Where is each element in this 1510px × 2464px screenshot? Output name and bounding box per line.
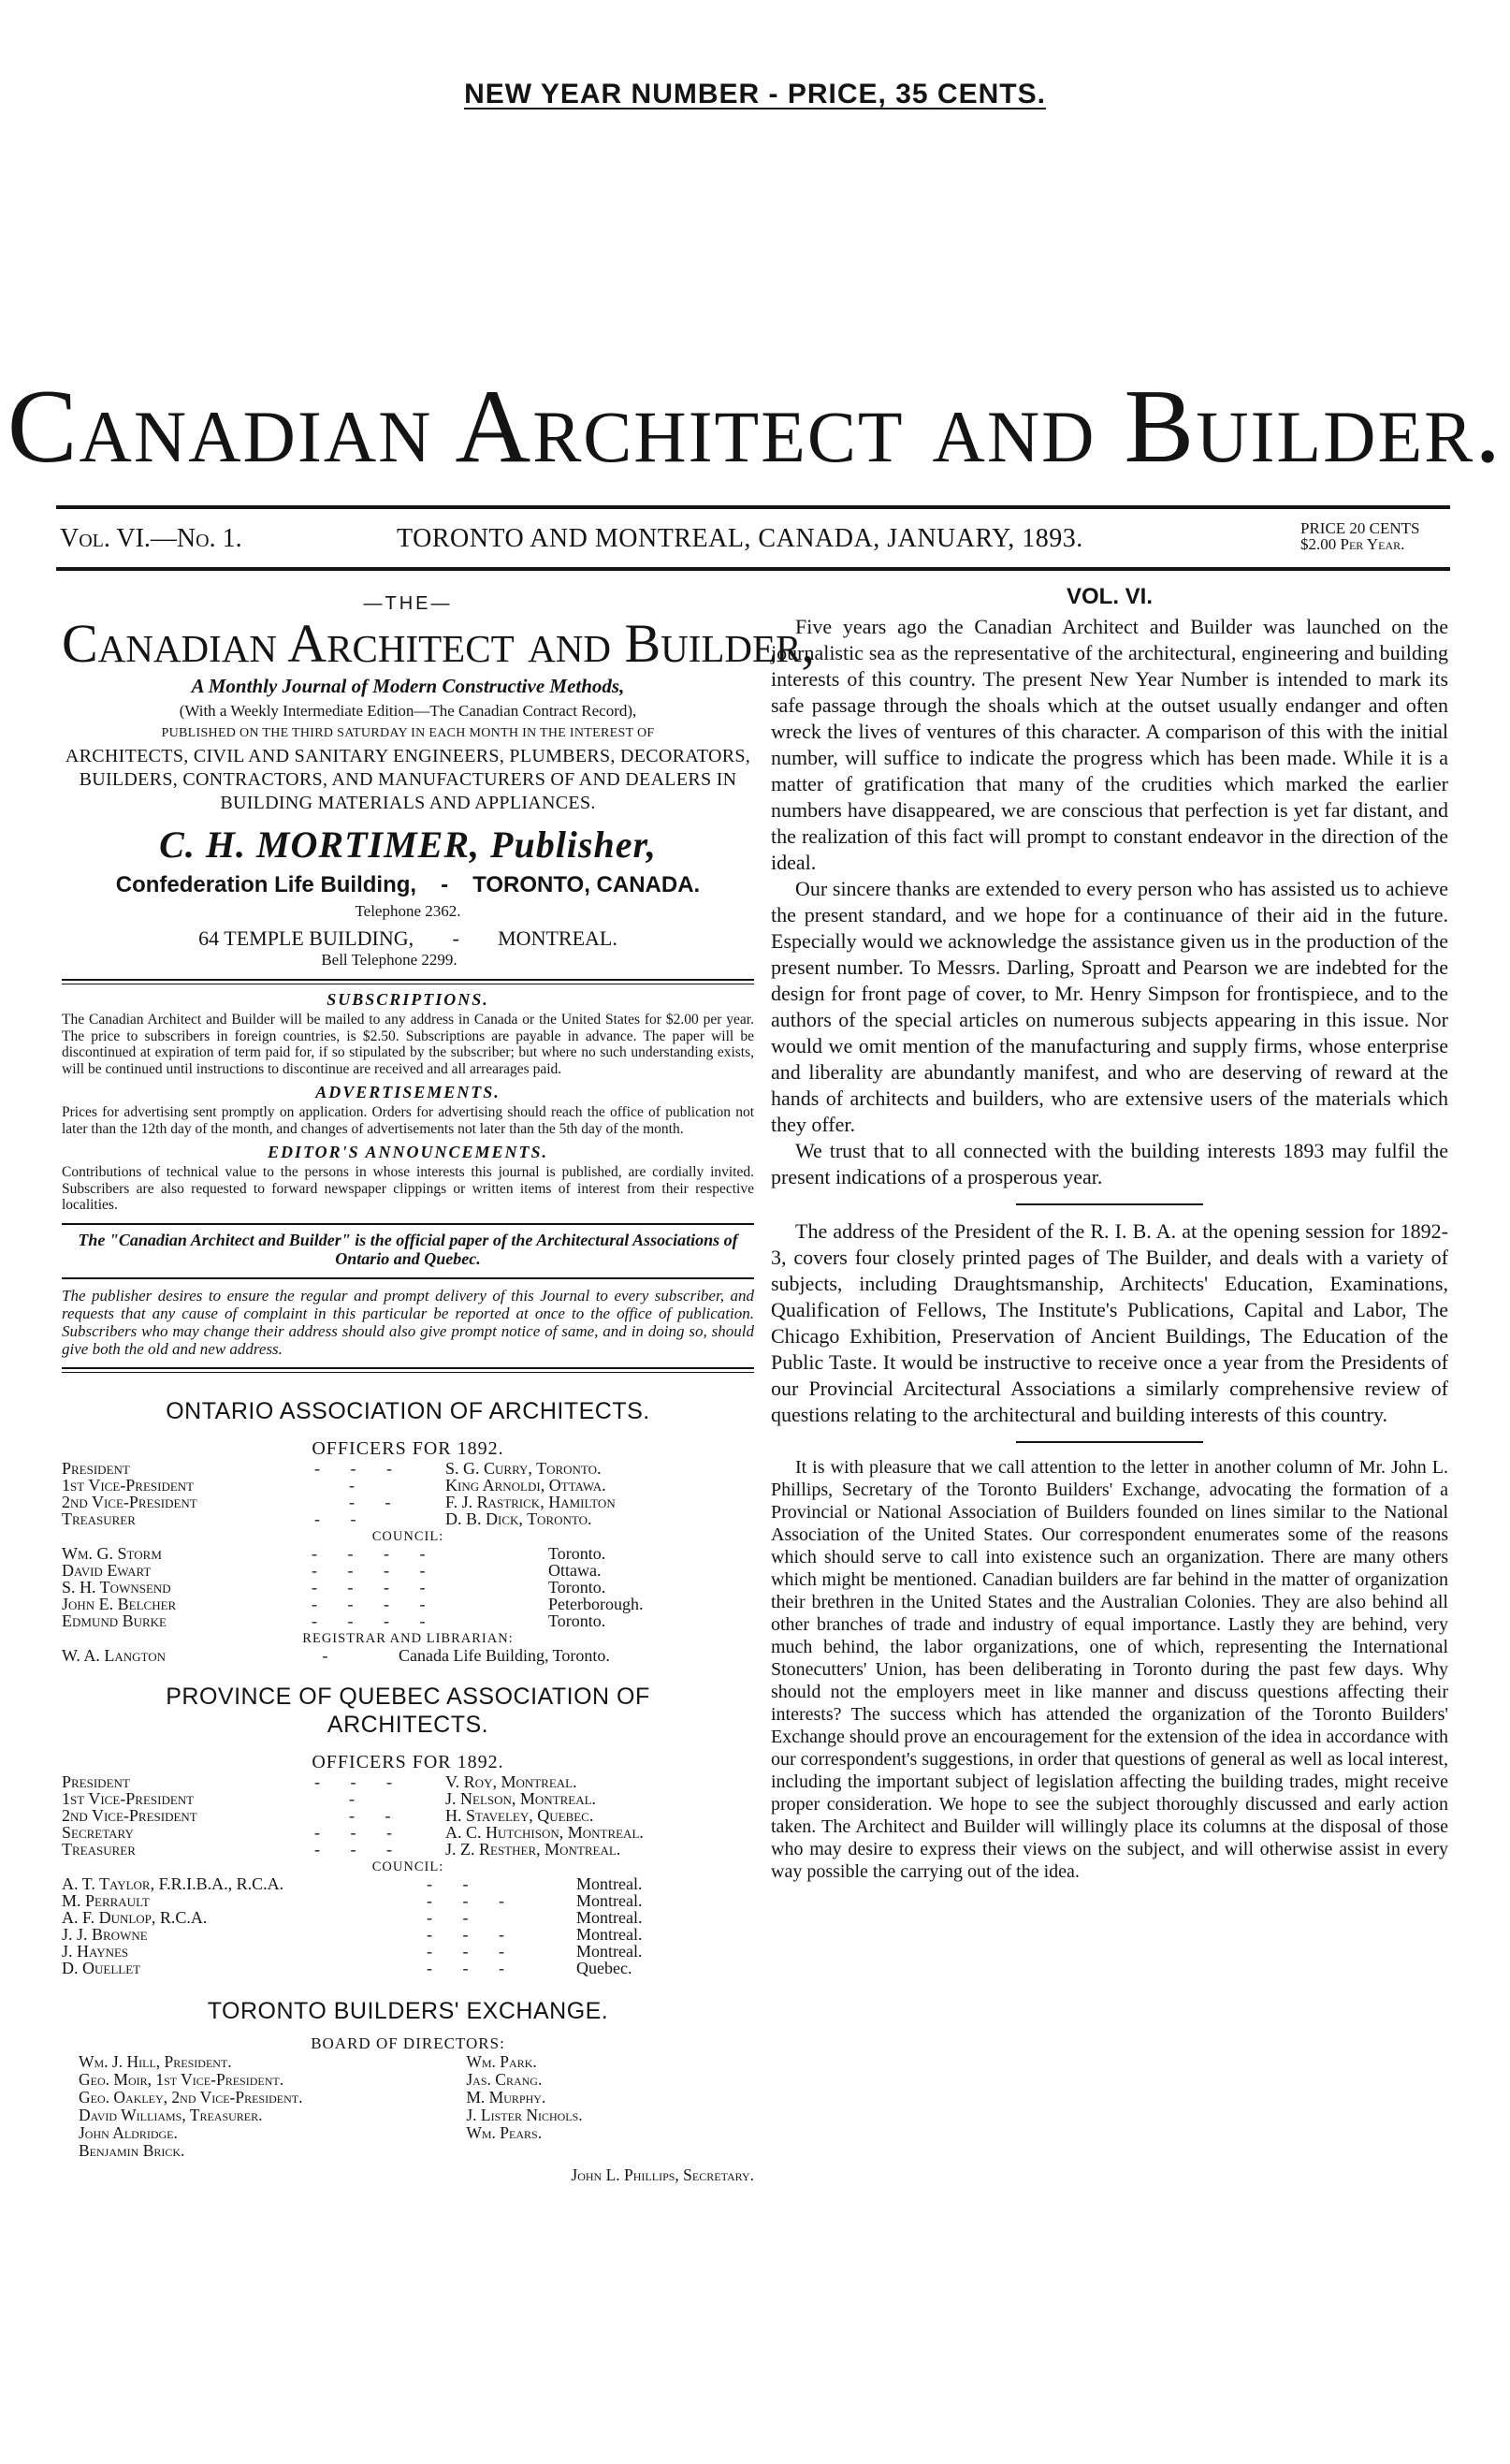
council-place: Toronto. bbox=[548, 1543, 606, 1563]
divider bbox=[62, 1372, 754, 1373]
montreal-building: 64 TEMPLE BUILDING, bbox=[198, 926, 414, 950]
quebec-council-heading: COUNCIL: bbox=[371, 1859, 444, 1874]
exchange-heading: TORONTO BUILDERS' EXCHANGE. bbox=[207, 1997, 609, 2024]
director: David Williams, Treasurer. bbox=[79, 2105, 263, 2124]
leader-dots: - - - bbox=[427, 1941, 517, 1961]
officer-row bbox=[62, 1790, 754, 1807]
divider bbox=[62, 1277, 754, 1279]
director: M. Murphy. bbox=[466, 2087, 546, 2107]
council-name: D. Ouellet bbox=[62, 1958, 141, 1977]
director: Benjamin Brick. bbox=[79, 2140, 185, 2160]
council-place: Quebec. bbox=[576, 1958, 632, 1977]
price-line-2: $2.00 Per Year. bbox=[1300, 535, 1405, 553]
editors-text: Contributions of technical value to the persons in whose interests this journal is published, are cordially invited. Subscribers are also requested to forward newspaper clippings or written items of interest from their respective localities. bbox=[62, 1164, 754, 1213]
toronto-telephone: Telephone 2362. bbox=[355, 902, 461, 920]
council-row bbox=[62, 1892, 754, 1909]
officer-role: President bbox=[62, 1771, 130, 1791]
delivery-notice: The publisher desires to ensure the regular and prompt delivery of this Journal to every subscriber, and requests that any cause of complaint in this particular be reported at once to the office of publication. Subscribers who may change their address should also give prompt notice of same, and in doing so, should give both the old and new address. bbox=[62, 1286, 754, 1358]
leader-dots: - - - - bbox=[277, 1560, 439, 1580]
officer-role: 1st Vice-President bbox=[62, 1475, 195, 1494]
price-line-1: PRICE 20 CENTS bbox=[1300, 519, 1420, 537]
director: Jas. Crang. bbox=[466, 2069, 543, 2089]
council-row bbox=[62, 1909, 754, 1926]
leader-dots: - - - bbox=[427, 1890, 517, 1910]
leader-dots: - - - bbox=[427, 1958, 517, 1977]
editorial-column bbox=[771, 584, 1448, 1883]
leader-dots: - - - - bbox=[277, 1577, 439, 1596]
address-dash: - bbox=[441, 872, 449, 897]
council-row bbox=[62, 1926, 754, 1943]
council-name: John E. Belcher bbox=[62, 1594, 177, 1613]
council-place: Toronto. bbox=[548, 1611, 606, 1630]
divider bbox=[62, 1223, 754, 1225]
council-place: Ottawa. bbox=[548, 1560, 602, 1580]
council-place: Montreal. bbox=[576, 1924, 643, 1944]
officer-name: D. B. Dick, Toronto. bbox=[445, 1509, 592, 1528]
leader-dots: - - - bbox=[427, 1924, 517, 1944]
masthead-info-line bbox=[60, 520, 1450, 558]
officer-role: President bbox=[62, 1458, 130, 1478]
editorial-paragraph: We trust that to all connected with the building interests 1893 may fulfil the present indications of a prosperous year. bbox=[771, 1139, 1448, 1188]
montreal-address bbox=[62, 926, 754, 951]
registrar-heading: REGISTRAR AND LIBRARIAN: bbox=[302, 1630, 514, 1646]
officer-role: Treasurer bbox=[62, 1509, 136, 1528]
officer-name: F. J. Rastrick, Hamilton bbox=[445, 1492, 616, 1511]
council-place: Montreal. bbox=[576, 1907, 643, 1927]
director: Wm. Park. bbox=[466, 2051, 537, 2071]
officer-role: 1st Vice-President bbox=[62, 1788, 195, 1808]
council-place: Montreal. bbox=[576, 1941, 643, 1961]
leader-dots: - - bbox=[314, 1805, 404, 1825]
director: Geo. Oakley, 2nd Vice-President. bbox=[79, 2087, 303, 2107]
divider bbox=[62, 979, 754, 981]
leader-dots: - bbox=[314, 1475, 368, 1494]
volume-number: Vol. VI.—No. 1. bbox=[60, 524, 242, 553]
leader-dots: - - bbox=[427, 1874, 482, 1893]
council-name: A. F. Dunlop, R.C.A. bbox=[62, 1907, 208, 1927]
quebec-council-table bbox=[62, 1875, 754, 1976]
publication-schedule: PUBLISHED ON THE THIRD SATURDAY IN EACH MONTH IN THE INTEREST OF bbox=[161, 726, 655, 740]
leader-dots: - - - bbox=[314, 1839, 405, 1859]
officer-row bbox=[62, 1841, 754, 1858]
editorial-heading: VOL. VI. bbox=[1066, 584, 1153, 609]
place-date: TORONTO AND MONTREAL, CANADA, JANUARY, 1893. bbox=[397, 524, 1083, 553]
council-row bbox=[62, 1596, 754, 1612]
director: Geo. Moir, 1st Vice-President. bbox=[79, 2069, 284, 2089]
editorial-paragraph: The address of the President of the R. I. B. A. at the opening session for 1892-3, covers four closely printed pages of The Builder, and deals with a variety of subjects, including Draughtsmanship, Architects' Education, Examinations, Qualification of Fellows, The Institute's Publications, Capital and Labor, The Chicago Exhibition, Preservation of Ancient Buildings, The Education of the Public Taste. It would be instructive to receive once a year from the Presidents of our Provincial Arcitectural Associations a similarly comprehensive review of questions relating to the architectural and building interests of this country. bbox=[771, 1219, 1448, 1426]
director: John Aldridge. bbox=[79, 2122, 178, 2142]
intermediate-edition-note: (With a Weekly Intermediate Edition—The Canadian Contract Record), bbox=[179, 702, 637, 720]
advertisements-text: Prices for advertising sent promptly on application. Orders for advertising should reach the office of publication not later than the 12th day of the month, and changes of advertisements not later than the 5th day of the month. bbox=[62, 1104, 754, 1137]
subscriptions-heading: SUBSCRIPTIONS. bbox=[327, 990, 489, 1009]
toronto-address bbox=[62, 872, 754, 898]
the-mark: —THE— bbox=[363, 593, 453, 614]
leader-dots: - bbox=[305, 1645, 341, 1665]
masthead-rule-bottom bbox=[56, 567, 1450, 571]
registrar-row bbox=[62, 1647, 754, 1664]
quebec-heading: PROVINCE OF QUEBEC ASSOCIATION OF ARCHITECTS. bbox=[166, 1683, 650, 1738]
officer-name: J. Z. Resther, Montreal. bbox=[445, 1839, 621, 1859]
leader-dots: - - - - bbox=[277, 1611, 439, 1630]
section-divider bbox=[1016, 1441, 1203, 1443]
council-name: David Ewart bbox=[62, 1560, 152, 1580]
advertisements-heading: ADVERTISEMENTS. bbox=[315, 1083, 501, 1101]
director: J. Lister Nichols. bbox=[466, 2105, 583, 2124]
masthead-title: Canadian Architect and Builder. bbox=[7, 369, 1503, 485]
toronto-city: TORONTO, CANADA. bbox=[472, 872, 701, 897]
council-name: M. Perrault bbox=[62, 1890, 150, 1910]
ontario-officers-heading: OFFICERS FOR 1892. bbox=[312, 1437, 504, 1459]
officer-row bbox=[62, 1494, 754, 1510]
council-row bbox=[62, 1579, 754, 1596]
montreal-city: MONTREAL. bbox=[498, 926, 617, 950]
director: Wm. J. Hill, President. bbox=[79, 2051, 232, 2071]
council-name: J. Haynes bbox=[62, 1941, 129, 1961]
council-row bbox=[62, 1545, 754, 1562]
editorial-paragraph: Our sincere thanks are extended to every person who has assisted us to achieve the present standard, and we hope for a continuance of their aid in the future. Especially would we acknowledge the assistance given us in the production of the present number. To Messrs. Darling, Sproatt and Pearson we are indebted for the design for front page of cover, to Mr. Henry Simpson for frontispiece, and to the authors of the special articles on numerous subjects appearing in this issue. Nor would we omit mention of the manufacturing and supply firms, whose enterprise and liberality are abundantly manifest, and who are deserving of reward at the hands of architects and builders, who are extensive users of the materials which they offer. bbox=[771, 877, 1448, 1136]
leader-dots: - - - - bbox=[277, 1594, 439, 1613]
council-place: Montreal. bbox=[576, 1890, 643, 1910]
board-left-column bbox=[62, 2053, 462, 2160]
address-dash: - bbox=[452, 926, 459, 950]
section-divider bbox=[1016, 1203, 1203, 1205]
publication-subtitle: A Monthly Journal of Modern Constructive Methods, bbox=[191, 675, 625, 697]
council-place: Montreal. bbox=[576, 1874, 643, 1893]
ontario-council-heading: COUNCIL: bbox=[371, 1528, 444, 1544]
audience-trades: ARCHITECTS, CIVIL AND SANITARY ENGINEERS, PLUMBERS, DECORATORS, BUILDERS, CONTRACTORS, AND MANUFACTURERS OF AND DEALERS IN BUILDING MATERIALS AND APPLIANCES. bbox=[65, 746, 751, 813]
council-row bbox=[62, 1612, 754, 1629]
council-row bbox=[62, 1960, 754, 1976]
council-name: A. T. Taylor, F.R.I.B.A., R.C.A. bbox=[62, 1874, 284, 1893]
registrar-table bbox=[62, 1647, 754, 1664]
board-heading: BOARD OF DIRECTORS: bbox=[311, 2034, 505, 2052]
leader-dots: - - bbox=[314, 1492, 404, 1511]
council-row bbox=[62, 1875, 754, 1892]
council-place: Toronto. bbox=[548, 1577, 606, 1596]
editorial-paragraph: It is with pleasure that we call attention to the letter in another column of Mr. John L. Phillips, Secretary of the Toronto Builders' Exchange, advocating the formation of a Provincial or National Association of Builders founded on lines similar to the National Association of the United States. Our correspondent enumerates some of the reasons which should serve to call into existence such an organization. There are many others which might be mentioned. Canadian builders are far behind in the matter of organization their brethren in the United States and the Australian Colonies. They are also behind all other branches of trade and industry of equal importance. Lastly they are behind, very much behind, the labor organizations, one of which, representing the International Stonecutters' Union, has been deliberating in Toronto during the past few days. Why should not the employers meet in like manner and discuss questions affecting their interests? The success which has attended the organization of the Toronto Builders' Exchange should prove an encouragement for the extension of the idea in accordance with our correspondent's suggestions, in order that questions of general as well as local interest, including the important subject of legislation affecting the building trades, might receive proper consideration. We hope to see the subject thoroughly discussed and early action taken. The Architect and Builder will willingly place its columns at the disposal of those who may desire to express their views on the subject, and will otherwise assist in every way possible the carrying out of the idea. bbox=[771, 1457, 1448, 1882]
leader-dots: - - - bbox=[314, 1458, 405, 1478]
leader-dots: - - - bbox=[314, 1771, 405, 1791]
board-of-directors bbox=[62, 2053, 754, 2160]
publication-title: Canadian Architect and Builder, bbox=[62, 613, 815, 674]
officer-row bbox=[62, 1477, 754, 1494]
ontario-heading: ONTARIO ASSOCIATION OF ARCHITECTS. bbox=[166, 1397, 650, 1424]
officer-row bbox=[62, 1807, 754, 1824]
council-row bbox=[62, 1562, 754, 1579]
registrar-place: Canada Life Building, Toronto. bbox=[399, 1645, 610, 1665]
council-name: Edmund Burke bbox=[62, 1611, 167, 1630]
leader-dots: - - - - bbox=[277, 1543, 439, 1563]
masthead-rule-top bbox=[56, 505, 1450, 509]
officer-name: King Arnoldi, Ottawa. bbox=[445, 1475, 606, 1494]
officer-role: Treasurer bbox=[62, 1839, 136, 1859]
officer-row bbox=[62, 1510, 754, 1527]
leader-dots: - - bbox=[314, 1509, 370, 1528]
quebec-officers-heading: OFFICERS FOR 1892. bbox=[312, 1751, 504, 1772]
leader-dots: - - - bbox=[314, 1822, 405, 1842]
director: Wm. Pears. bbox=[466, 2122, 543, 2142]
leader-dots: - bbox=[314, 1788, 368, 1808]
official-paper-note: The "Canadian Architect and Builder" is the official paper of the Architectural Associations of Ontario and Quebec. bbox=[78, 1230, 738, 1268]
bell-telephone: Bell Telephone 2299. bbox=[321, 951, 457, 969]
officer-name: A. C. Hutchison, Montreal. bbox=[445, 1822, 644, 1842]
board-right-column bbox=[466, 2053, 700, 2142]
quebec-officers-table bbox=[62, 1773, 754, 1858]
exchange-secretary: John L. Phillips, Secretary. bbox=[571, 2165, 754, 2184]
council-name: S. H. Townsend bbox=[62, 1577, 171, 1596]
price-banner: NEW YEAR NUMBER - PRICE, 35 CENTS. bbox=[464, 79, 1046, 109]
officer-row bbox=[62, 1824, 754, 1841]
publisher-name: C. H. MORTIMER, Publisher, bbox=[159, 824, 657, 866]
left-column bbox=[62, 580, 815, 2185]
officer-row bbox=[62, 1773, 754, 1790]
editors-heading: EDITOR'S ANNOUNCEMENTS. bbox=[267, 1143, 549, 1161]
editorial-paragraph: Five years ago the Canadian Architect and Builder was launched on the journalistic sea as the representative of the architectural, engineering and building interests of this country. The present New Year Number is intended to mark its safe passage through the shoals which at the outset usually endanger and often wreck the lives of ventures of this character. A comparison of this with the initial number, will suffice to indicate the progress which has been made. While it is a matter of gratification that many of the crudities which marked the earlier numbers have disappeared, we are conscious that perfection is yet far distant, and the realization of this fact will prompt to constant endeavor in the direction of the ideal. bbox=[771, 615, 1448, 874]
officer-name: S. G. Curry, Toronto. bbox=[445, 1458, 602, 1478]
officer-name: H. Staveley, Quebec. bbox=[445, 1805, 594, 1825]
price-box bbox=[1300, 520, 1450, 552]
council-row bbox=[62, 1943, 754, 1960]
toronto-building: Confederation Life Building, bbox=[115, 872, 417, 897]
registrar-name: W. A. Langton bbox=[62, 1645, 166, 1665]
council-name: J. J. Browne bbox=[62, 1924, 148, 1944]
divider bbox=[62, 1367, 754, 1369]
ontario-officers-table bbox=[62, 1460, 754, 1527]
council-name: Wm. G. Storm bbox=[62, 1543, 162, 1563]
officer-row bbox=[62, 1460, 754, 1477]
officer-role: 2nd Vice-President bbox=[62, 1492, 197, 1511]
officer-role: 2nd Vice-President bbox=[62, 1805, 197, 1825]
ontario-council-table bbox=[62, 1545, 754, 1629]
subscriptions-text: The Canadian Architect and Builder will be mailed to any address in Canada or the United States for $2.00 per year. The price to subscribers in foreign countries, is $2.50. Subscriptions are payable in advance. The paper will be discontinued at expiration of term paid for, if so stipulated by the subscriber; but where no such understanding exists, will be continued until instructions to discontinue are received and all arrearages paid. bbox=[62, 1012, 754, 1077]
leader-dots: - - bbox=[427, 1907, 482, 1927]
council-place: Peterborough. bbox=[548, 1594, 644, 1613]
officer-name: V. Roy, Montreal. bbox=[445, 1771, 577, 1791]
officer-name: J. Nelson, Montreal. bbox=[445, 1788, 597, 1808]
officer-role: Secretary bbox=[62, 1822, 134, 1842]
